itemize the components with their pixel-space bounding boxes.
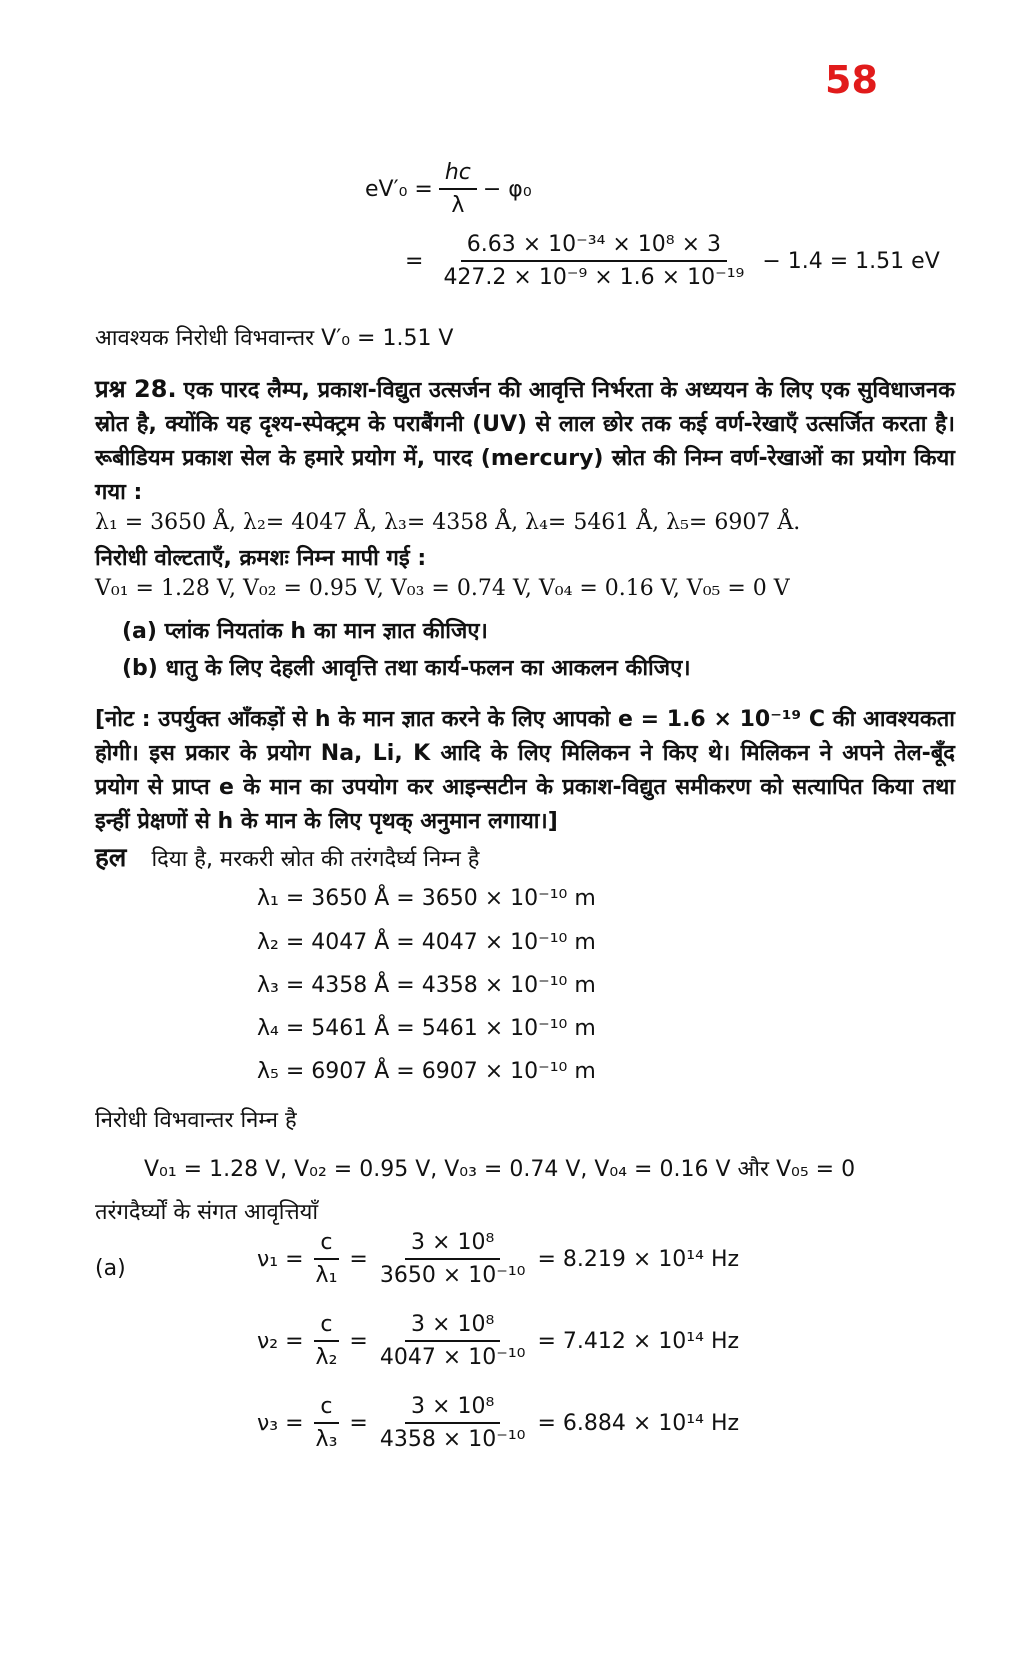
fraction-numerator: c xyxy=(314,1230,338,1260)
equals-sign: = xyxy=(349,1246,368,1272)
value-fraction xyxy=(374,1312,532,1370)
frequency-lhs: ν₃ = xyxy=(257,1410,304,1436)
frequency-result: = 7.412 × 10¹⁴ Hz xyxy=(537,1328,740,1354)
stopping-voltage-list: V₀₁ = 1.28 V, V₀₂ = 0.95 V, V₀₃ = 0.74 V, V₀₄ = 0.16 V, V₀₅ = 0 V xyxy=(95,576,790,601)
solution-intro-line xyxy=(95,838,479,874)
fraction-denominator: 3650 × 10⁻¹⁰ xyxy=(379,1263,526,1288)
lambda-1: λ₁ = 3650 Å = 3650 × 10⁻¹⁰ m xyxy=(257,886,596,911)
equals-sign: = xyxy=(349,1410,368,1436)
lambda-3: λ₃ = 4358 Å = 4358 × 10⁻¹⁰ m xyxy=(257,973,596,998)
equation-2-result: − 1.4 = 1.51 eV xyxy=(762,248,940,274)
c-over-lambda xyxy=(310,1230,344,1288)
frequency-intro: तरंगदैर्घ्यों के संगत आवृत्तियाँ xyxy=(95,1200,319,1225)
stopping-values: V₀₁ = 1.28 V, V₀₂ = 0.95 V, V₀₃ = 0.74 V, V₀₄ = 0.16 V और V₀₅ = 0 xyxy=(144,1157,856,1182)
solution-intro: दिया है, मरकरी स्रोत की तरंगदैर्घ्य निम्न है xyxy=(151,847,480,872)
note-paragraph: [नोट : उपर्युक्त आँकड़ों से h के मान ज्ञात करने के लिए आपको e = 1.6 × 10⁻¹⁹ C की आवश्यकता होगी। इस प्रकार के प्रयोग Na, Li, K आदि के लिए मिलिकन ने किए थे। मिलिकन ने अपने तेल-बूँद प्रयोग से प्राप्त e के मान का उपयोग कर आइन्सटीन के प्रकाश-विद्युत समीकरण को सत्यापित किया तथा इन्हीं प्रेक्षणों से h के मान के लिए पृथक् अनुमान लगाया।] xyxy=(95,707,955,834)
fraction-denominator: λ₂ xyxy=(315,1345,338,1370)
required-potential-line: आवश्यक निरोधी विभवान्तर V′₀ = 1.51 V xyxy=(95,326,454,351)
equation-1-fraction xyxy=(439,160,477,218)
question-28 xyxy=(95,372,955,510)
page-number: 58 xyxy=(825,58,878,102)
equation-2-prefix: = xyxy=(405,248,424,274)
frequency-equation-3 xyxy=(257,1394,739,1452)
fraction-denominator: λ₁ xyxy=(315,1263,338,1288)
lambda-2: λ₂ = 4047 Å = 4047 × 10⁻¹⁰ m xyxy=(257,930,596,955)
fraction-numerator: c xyxy=(314,1312,338,1342)
c-over-lambda xyxy=(310,1312,344,1370)
solution-label: हल xyxy=(95,843,127,873)
stopping-intro: निरोधी विभवान्तर निम्न है xyxy=(95,1108,297,1133)
frequency-result: = 6.884 × 10¹⁴ Hz xyxy=(537,1410,740,1436)
equation-2 xyxy=(405,232,940,290)
fraction-numerator: c xyxy=(314,1394,338,1424)
frequency-equation-1 xyxy=(257,1230,739,1288)
equation-1-lhs: eV′₀ = xyxy=(365,176,433,202)
equation-1 xyxy=(365,160,532,218)
equation-2-fraction xyxy=(437,232,750,290)
c-over-lambda xyxy=(310,1394,344,1452)
lambda-4: λ₄ = 5461 Å = 5461 × 10⁻¹⁰ m xyxy=(257,1016,596,1041)
fraction-denominator: 427.2 × 10⁻⁹ × 1.6 × 10⁻¹⁹ xyxy=(443,265,745,290)
fraction-denominator: 4047 × 10⁻¹⁰ xyxy=(379,1345,526,1370)
equation-1-rhs: − φ₀ xyxy=(482,176,532,202)
frequency-result: = 8.219 × 10¹⁴ Hz xyxy=(537,1246,740,1272)
fraction-numerator: 3 × 10⁸ xyxy=(405,1394,500,1424)
fraction-numerator: 6.63 × 10⁻³⁴ × 10⁸ × 3 xyxy=(461,232,727,262)
stopping-voltage-label: निरोधी वोल्टताएँ, क्रमशः निम्न मापी गई : xyxy=(95,546,427,571)
fraction-denominator: 4358 × 10⁻¹⁰ xyxy=(379,1427,526,1452)
question-part-a: (a) प्लांक नियतांक h का मान ज्ञात कीजिए। xyxy=(122,619,488,644)
question-label: प्रश्न 28. xyxy=(95,375,177,403)
frequency-equation-2 xyxy=(257,1312,739,1370)
equals-sign: = xyxy=(349,1328,368,1354)
fraction-denominator: λ₃ xyxy=(315,1427,338,1452)
wavelength-list: λ₁ = 3650 Å, λ₂= 4047 Å, λ₃= 4358 Å, λ₄= 5461 Å, λ₅= 6907 Å. xyxy=(95,510,801,535)
fraction-numerator: 3 × 10⁸ xyxy=(405,1230,500,1260)
fraction-numerator: 3 × 10⁸ xyxy=(405,1312,500,1342)
fraction-numerator: hc xyxy=(439,160,477,190)
question-text: एक पारद लैम्प, प्रकाश-विद्युत उत्सर्जन की आवृत्ति निर्भरता के अध्ययन के लिए एक सुविधाजनक स्रोत है, क्योंकि यह दृश्य-स्पेक्ट्रम के पराबैंगनी (UV) से लाल छोर तक कई वर्ण-रेखाएँ उत्सर्जित करता है। रूबीडियम प्रकाश सेल के हमारे प्रयोग में, पारद (mercury) स्रोत की निम्न वर्ण-रेखाओं का प्रयोग किया गया : xyxy=(95,378,955,505)
fraction-denominator: λ xyxy=(451,193,465,218)
solution-part-a-label: (a) xyxy=(95,1256,126,1281)
value-fraction xyxy=(374,1394,532,1452)
frequency-lhs: ν₁ = xyxy=(257,1246,304,1272)
frequency-lhs: ν₂ = xyxy=(257,1328,304,1354)
lambda-5: λ₅ = 6907 Å = 6907 × 10⁻¹⁰ m xyxy=(257,1059,596,1084)
question-part-b: (b) धातु के लिए देहली आवृत्ति तथा कार्य-फलन का आकलन कीजिए। xyxy=(122,656,691,681)
value-fraction xyxy=(374,1230,532,1288)
